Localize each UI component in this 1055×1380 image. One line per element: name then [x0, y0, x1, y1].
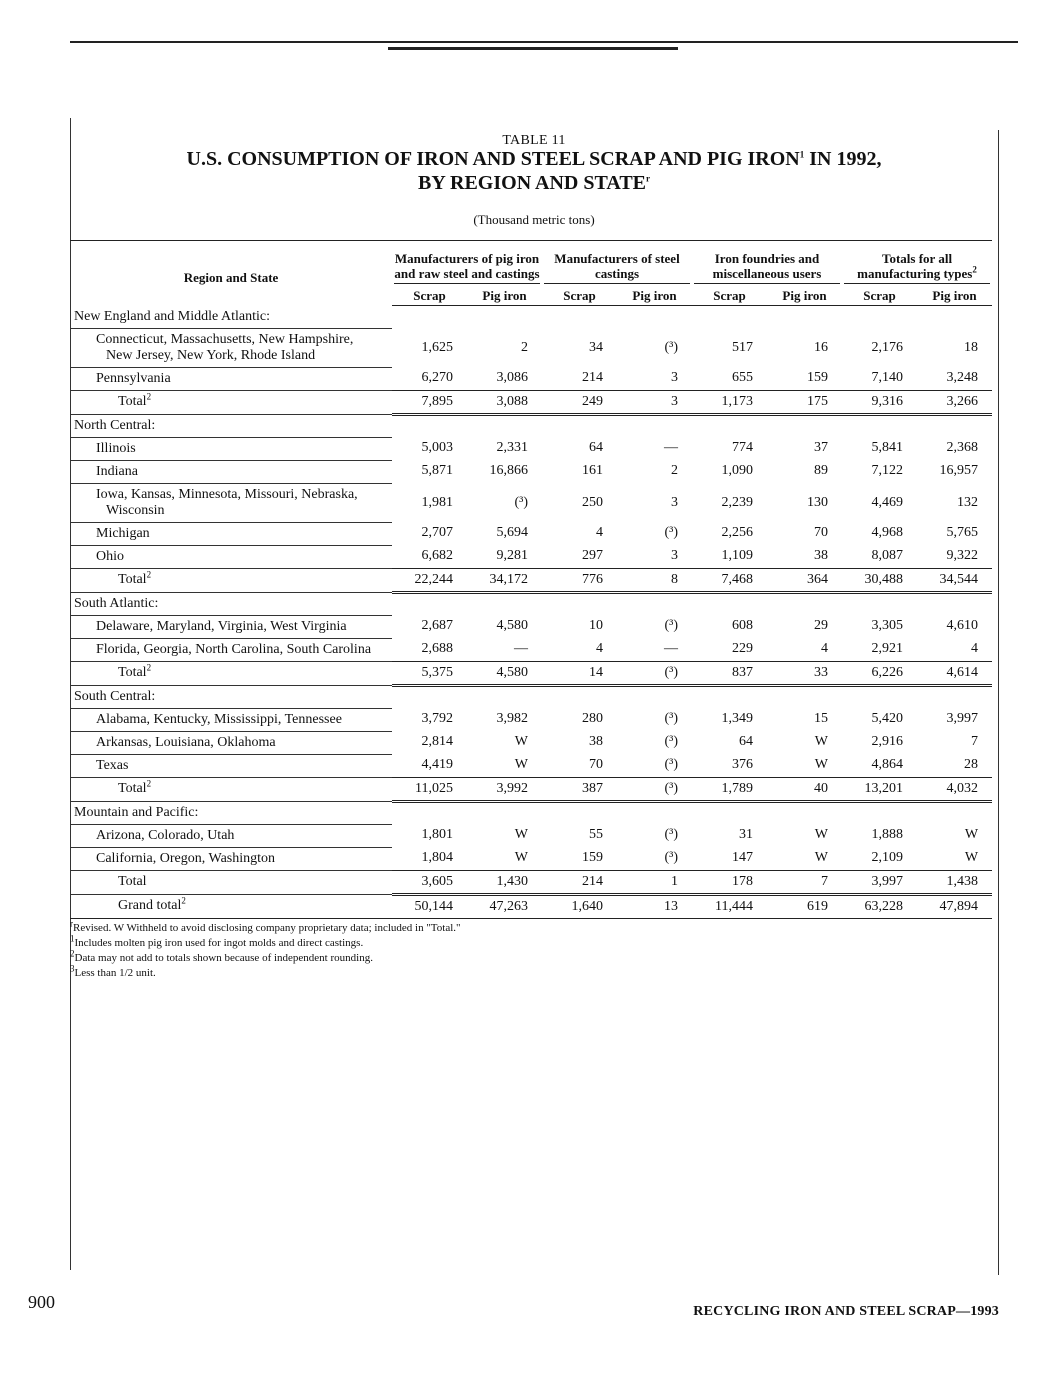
table-row [70, 367, 992, 390]
total-row [70, 390, 992, 414]
table-row [70, 731, 992, 754]
table-cell: (³) [664, 827, 679, 842]
table-cell: 147 [692, 847, 767, 870]
table-cell: 3,088 [467, 390, 542, 414]
col-header-scrap: Scrap [542, 286, 617, 306]
table-cell: 5,375 [392, 661, 467, 685]
table-cell: 63,228 [842, 894, 917, 918]
section-filler [392, 801, 992, 824]
table-cell: 5,765 [946, 525, 979, 540]
row-label: South Atlantic: [70, 592, 392, 615]
table-cell: 7,895 [392, 390, 467, 414]
table-cell: 2,109 [842, 847, 917, 870]
table-cell: 7,122 [871, 463, 904, 478]
table-cell: 47,894 [917, 894, 992, 918]
table-cell: 364 [767, 568, 842, 592]
table-cell: 280 [582, 711, 603, 726]
table-cell: 4,968 [871, 525, 904, 540]
row-label: Alabama, Kentucky, Mississippi, Tennessee [70, 708, 392, 731]
table-cell: (³) [664, 734, 679, 749]
table-cell: 7 [767, 870, 842, 894]
table-cell: 13 [617, 894, 692, 918]
table-cell: 3,792 [421, 711, 453, 726]
group-header-iron-foundries: Iron foundries and miscellaneous users [692, 241, 842, 287]
table-cell: 4 [767, 638, 842, 661]
row-label: Total$^2$ [70, 777, 392, 801]
table-cell: 9,281 [467, 545, 542, 568]
table-cell: 1 [617, 870, 692, 894]
section-filler [392, 592, 992, 615]
table-cell: 249 [542, 390, 617, 414]
table-cell: 3,997 [946, 711, 979, 726]
table-cell: 55 [589, 827, 603, 842]
group-header-pig-raw-steel: Manufacturers of pig iron and raw steel and castings [392, 241, 542, 287]
table-cell: 38 [589, 734, 603, 749]
table-cell: 1,438 [917, 870, 992, 894]
table-cell: 250 [582, 494, 603, 510]
table-cell: 1,801 [421, 827, 453, 842]
footnotes [70, 918, 630, 981]
table-body [70, 306, 992, 919]
table-cell: 3,248 [917, 367, 992, 390]
table-cell: 130 [807, 494, 829, 510]
table-cell: 38 [767, 545, 842, 568]
col-header-pig-iron: Pig iron [467, 286, 542, 306]
table-cell: 7 [971, 734, 979, 749]
group-header-steel-castings: Manufacturers of steel castings [542, 241, 692, 287]
table-cell: 214 [542, 870, 617, 894]
table-row [70, 615, 992, 638]
row-label: Mountain and Pacific: [70, 801, 392, 824]
footnote: $^r$Revised. W Withheld to avoid disclosing company proprietary data; included in "Total." [70, 918, 461, 934]
table-row [70, 328, 992, 367]
top-rule [70, 41, 1018, 43]
table-cell: 37 [814, 440, 829, 455]
table-cell: 47,263 [467, 894, 542, 918]
table-row [70, 638, 992, 661]
table-cell: 4 [542, 638, 617, 661]
table-cell: W [767, 754, 842, 777]
table-cell: 34,544 [917, 568, 992, 592]
table-cell: 16,957 [939, 463, 979, 478]
table-cell: 7,140 [842, 367, 917, 390]
table-cell: 608 [732, 618, 754, 633]
table-cell: 5,694 [496, 525, 528, 540]
section-filler [392, 685, 992, 708]
table-cell: 1,789 [692, 777, 767, 801]
table-cell: 387 [542, 777, 617, 801]
grand-total-row [70, 894, 992, 918]
table-cell: (³) [617, 661, 692, 685]
table-cell: 4,580 [496, 618, 528, 633]
table-cell: 33 [767, 661, 842, 685]
table-title-line2: BY REGION AND STATE$^r$ [417, 172, 650, 194]
table-cell: 619 [767, 894, 842, 918]
right-margin-rule [998, 130, 999, 1275]
table-cell: (³) [617, 847, 692, 870]
table-cell: 6,226 [842, 661, 917, 685]
table-cell: 2,687 [421, 618, 453, 633]
table-cell: 1,349 [721, 711, 754, 726]
table-cell: 1,173 [692, 390, 767, 414]
table-cell: 2,331 [496, 440, 528, 455]
table-cell: 2 [521, 339, 528, 355]
row-label: Pennsylvania [70, 367, 392, 390]
table-cell: W [814, 827, 829, 842]
table-cell: 34,172 [467, 568, 542, 592]
table-cell: 34 [589, 339, 603, 355]
section-row [70, 414, 992, 437]
section-filler [392, 306, 992, 329]
table-cell: 70 [542, 754, 617, 777]
table-cell: 1,640 [542, 894, 617, 918]
section-filler [392, 414, 992, 437]
table-cell: 16,866 [489, 463, 528, 478]
table-cell: 376 [692, 754, 767, 777]
top-rule-accent [388, 47, 678, 50]
table-cell: 22,244 [392, 568, 467, 592]
table-cell: 3 [617, 545, 692, 568]
table-row [70, 545, 992, 568]
row-label: Total$^2$ [70, 661, 392, 685]
table-cell: (³) [664, 618, 679, 633]
table-row [70, 708, 992, 731]
table-cell: 3,605 [392, 870, 467, 894]
table-row [70, 483, 992, 522]
table-cell: 4,864 [842, 754, 917, 777]
row-label: North Central: [70, 414, 392, 437]
table-cell: (³) [617, 777, 692, 801]
table-cell: 3,086 [467, 367, 542, 390]
table-cell: — [467, 638, 542, 661]
table-cell: W [917, 847, 992, 870]
section-row [70, 592, 992, 615]
table-cell: 5,871 [421, 463, 453, 478]
table-cell: 4,419 [392, 754, 467, 777]
total-row [70, 777, 992, 801]
table-cell: 178 [692, 870, 767, 894]
table-cell: 2 [671, 463, 679, 478]
table-row [70, 754, 992, 777]
table-cell: 29 [814, 618, 829, 633]
col-header-scrap: Scrap [692, 286, 767, 306]
table-cell: 132 [957, 494, 979, 510]
table-cell: 229 [692, 638, 767, 661]
row-label: Iowa, Kansas, Minnesota, Missouri, Nebraska, Wisconsin [70, 483, 392, 522]
table-cell: 4,610 [946, 618, 979, 633]
table-cell: 4,614 [917, 661, 992, 685]
table-cell: 2,176 [871, 339, 904, 355]
row-label: Michigan [70, 522, 392, 545]
consumption-table [70, 240, 990, 919]
table-cell: 774 [732, 440, 754, 455]
running-title: RECYCLING IRON AND STEEL SCRAP—1993 [693, 1304, 999, 1319]
table-cell: 1,981 [421, 494, 453, 510]
table-cell: 11,444 [692, 894, 767, 918]
table-cell: 3 [617, 367, 692, 390]
table-cell: 4,469 [871, 494, 904, 510]
table-cell: W [814, 734, 829, 749]
unit-label: (Thousand metric tons) [473, 212, 595, 227]
table-cell: 6,682 [392, 545, 467, 568]
col-header-scrap: Scrap [842, 286, 917, 306]
table-cell: 2,239 [721, 494, 754, 510]
table-cell: 3 [617, 390, 692, 414]
table-cell: (³) [664, 525, 679, 540]
table-title-line1: U.S. CONSUMPTION OF IRON AND STEEL SCRAP AND PIG IRON$^1$ IN 1992, [186, 148, 882, 170]
table-cell: 5,003 [421, 440, 453, 455]
row-label: Florida, Georgia, North Carolina, South Carolina [70, 638, 392, 661]
col-header-pig-iron: Pig iron [617, 286, 692, 306]
table-cell: 8 [617, 568, 692, 592]
table-cell: 3,997 [842, 870, 917, 894]
table-cell: (³) [664, 711, 679, 726]
col-header-pig-iron: Pig iron [767, 286, 842, 306]
table-cell: 2,814 [421, 734, 453, 749]
table-cell: 2,256 [721, 525, 754, 540]
row-label: Connecticut, Massachusetts, New Hampshire, New Jersey, New York, Rhode Island [70, 328, 392, 367]
table-cell: 89 [814, 463, 829, 478]
table-cell: W [514, 827, 528, 842]
row-label: New England and Middle Atlantic: [70, 306, 392, 329]
table-cell: 30,488 [842, 568, 917, 592]
table-row [70, 522, 992, 545]
table-cell: 40 [767, 777, 842, 801]
table-cell: 4 [917, 638, 992, 661]
table-row [70, 824, 992, 847]
table-label: TABLE 11 [502, 133, 566, 148]
row-label: Delaware, Maryland, Virginia, West Virginia [70, 615, 392, 638]
page-number: 900 [28, 1292, 55, 1312]
table-cell: 1,804 [392, 847, 467, 870]
table-cell: 4,580 [467, 661, 542, 685]
total-row [70, 661, 992, 685]
table-cell: 11,025 [392, 777, 467, 801]
table-cell: 1,090 [721, 463, 754, 478]
region-header: Region and State [70, 241, 392, 306]
table-cell: 3,992 [467, 777, 542, 801]
table-cell: 5,841 [871, 440, 904, 455]
footnote: $^1$Includes molten pig iron used for ingot molds and direct castings. [70, 933, 364, 949]
table-cell: 9,316 [842, 390, 917, 414]
row-label: Total$^2$ [70, 390, 392, 414]
table-cell: 159 [767, 367, 842, 390]
table-cell: 64 [739, 734, 754, 749]
row-label: Total [70, 870, 392, 894]
table-cell: 70 [814, 525, 829, 540]
table-cell: 3,982 [496, 711, 528, 726]
total-row [70, 568, 992, 592]
table-cell: 1,888 [871, 827, 904, 842]
table-cell: 2,368 [946, 440, 979, 455]
col-header-scrap: Scrap [392, 286, 467, 306]
table-cell: 13,201 [842, 777, 917, 801]
table-cell: 776 [542, 568, 617, 592]
table-cell: 7,468 [692, 568, 767, 592]
table-cell: (³) [514, 494, 528, 510]
table-cell: 2,921 [842, 638, 917, 661]
table-cell: 297 [542, 545, 617, 568]
table-row [70, 437, 992, 460]
table-cell: — [664, 440, 679, 455]
table-cell: 175 [767, 390, 842, 414]
table-cell: 1,430 [467, 870, 542, 894]
table-cell: 3,305 [871, 618, 904, 633]
table-cell: 1,625 [421, 339, 453, 355]
table-cell: 28 [917, 754, 992, 777]
table-cell: 161 [582, 463, 603, 478]
footnote: $^2$Data may not add to totals shown because of independent rounding. [70, 948, 373, 964]
row-label: South Central: [70, 685, 392, 708]
table-row [70, 460, 992, 483]
table-cell: 6,270 [392, 367, 467, 390]
table-cell: 14 [542, 661, 617, 685]
table-cell: 8,087 [842, 545, 917, 568]
section-row [70, 685, 992, 708]
row-label: Grand total$^2$ [70, 894, 392, 918]
table-cell: 10 [589, 618, 603, 633]
table-cell: 4 [596, 525, 603, 540]
section-row [70, 306, 992, 329]
table-cell: 2,916 [871, 734, 904, 749]
col-header-pig-iron: Pig iron [917, 286, 992, 306]
row-label: Indiana [70, 460, 392, 483]
table-cell: W [964, 827, 979, 842]
table-cell: (³) [617, 754, 692, 777]
table-cell: 159 [542, 847, 617, 870]
row-label: Ohio [70, 545, 392, 568]
table-cell: W [467, 754, 542, 777]
table-cell: 3 [671, 494, 679, 510]
section-row [70, 801, 992, 824]
row-label: Illinois [70, 437, 392, 460]
footnote: $^3$Less than 1/2 unit. [70, 963, 156, 979]
table-cell: W [514, 734, 528, 749]
table-cell: W [767, 847, 842, 870]
table-cell: 18 [964, 339, 979, 355]
table-cell: 15 [814, 711, 829, 726]
table-cell: 31 [739, 827, 754, 842]
row-label: Total$^2$ [70, 568, 392, 592]
table-cell: W [467, 847, 542, 870]
table-cell: 517 [732, 339, 754, 355]
table-cell: 655 [692, 367, 767, 390]
table-cell: 837 [692, 661, 767, 685]
table-cell: 64 [589, 440, 603, 455]
table-cell: 9,322 [917, 545, 992, 568]
table-cell: 1,109 [692, 545, 767, 568]
table-cell: 2,688 [392, 638, 467, 661]
row-label: Arizona, Colorado, Utah [70, 824, 392, 847]
table-cell: 214 [542, 367, 617, 390]
table-cell: 4,032 [917, 777, 992, 801]
table-cell: 50,144 [392, 894, 467, 918]
table-cell: 3,266 [917, 390, 992, 414]
row-label: California, Oregon, Washington [70, 847, 392, 870]
table-cell: 5,420 [871, 711, 904, 726]
table-cell: — [617, 638, 692, 661]
table-row [70, 847, 992, 870]
total-row [70, 870, 992, 894]
row-label: Arkansas, Louisiana, Oklahoma [70, 731, 392, 754]
group-header-totals: Totals for all manufacturing types$^2$ [842, 241, 992, 287]
table-cell: 16 [814, 339, 829, 355]
table-cell: 2,707 [421, 525, 453, 540]
row-label: Texas [70, 754, 392, 777]
table-cell: (³) [664, 339, 679, 355]
